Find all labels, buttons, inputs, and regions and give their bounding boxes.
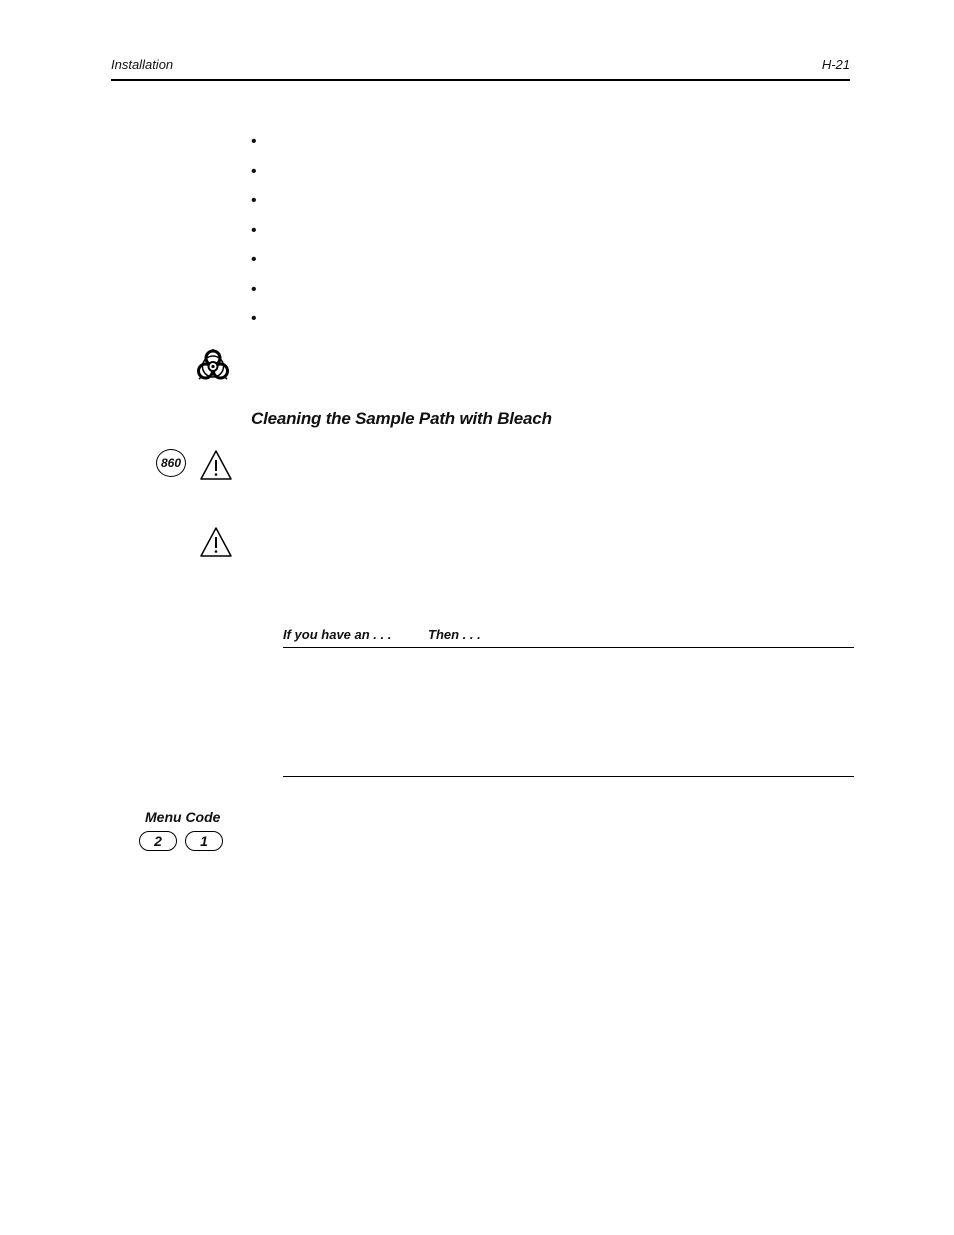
model-860-badge: 860 [156,449,186,477]
section-title: Cleaning the Sample Path with Bleach [251,409,552,428]
menu-key-2: 2 [139,831,177,851]
table-header-rule [283,647,854,648]
list-bullet: • [251,251,257,268]
list-bullet: • [251,163,257,180]
warning-triangle-icon [199,449,233,481]
warning-triangle-icon [199,526,233,558]
biohazard-icon [193,346,233,386]
table-header-action: Then . . . [428,627,481,642]
list-bullet: • [251,133,257,150]
running-header-section: Installation [111,57,174,72]
list-bullet: • [251,192,257,209]
list-bullet: • [251,222,257,239]
list-bullet: • [251,281,257,298]
header-rule [111,79,850,81]
page-number: H-21 [821,57,850,72]
menu-key-1: 1 [185,831,223,851]
table-header-condition: If you have an . . . [283,627,392,642]
menu-code-label: Menu Code [145,809,221,825]
table-bottom-rule [283,776,854,777]
list-bullet: • [251,310,257,327]
